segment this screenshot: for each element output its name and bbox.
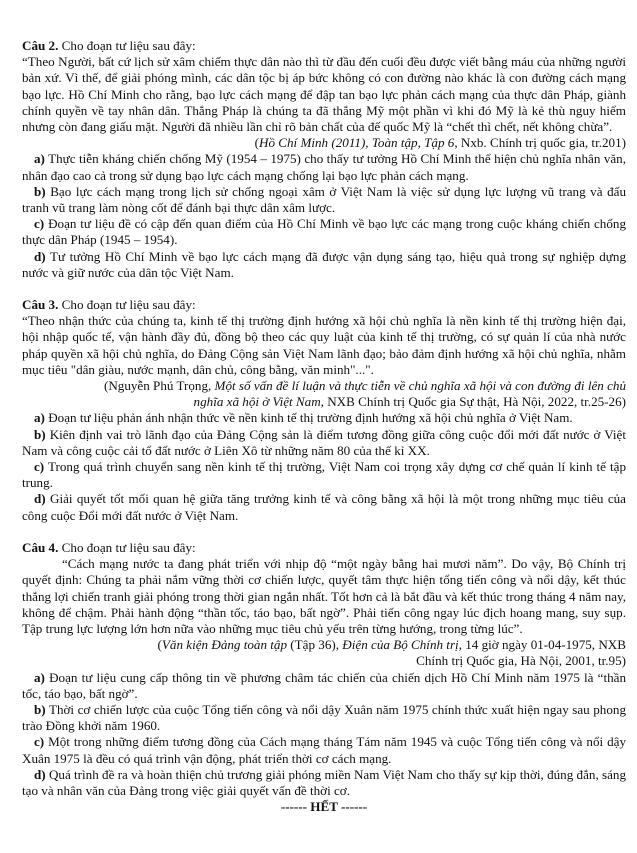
source-citation: (Hồ Chí Minh (2011), Toàn tập, Tập 6, Nxb. Chính trị quốc gia, tr.201) (254, 135, 626, 151)
statement-label: d) (34, 491, 46, 507)
question-number: Câu 3. (22, 297, 59, 313)
statement-a: a) Đoạn tư liệu phản ánh nhận thức về nền kinh tế thị trường định hướng xã hội chủ nghĩa ở Việt Nam. (34, 410, 573, 426)
question-intro: Cho đoạn tư liệu sau đây: (58, 539, 196, 555)
statement-d: d) Quá trình đề ra và hoàn thiện chủ trương giải phóng miền Nam Việt Nam cho thấy sự kịp thời, đúng đắn, sáng tạo và nhân văn của Đảng trong việc giải quyết vấn đề thời cơ. (22, 766, 626, 798)
statement-b: b) Thời cơ chiến lược của cuộc Tổng tiến công và nổi dậy Xuân năm 1975 chính thức xuất hiện ngay sau phong trào Đồng khởi năm 1960. (22, 701, 626, 734)
exam-page (22, 38, 626, 815)
statement-label: b) (34, 426, 46, 442)
statement-label: a) (34, 410, 45, 426)
statement-label: b) (34, 701, 46, 717)
question-heading (22, 540, 626, 556)
source-citation-line-2: nghĩa xã hội ở Việt Nam, NXB Chính trị Quốc gia Sự thật, Hà Nội, 2022, tr.25-26) (193, 394, 626, 410)
statement-label: d) (34, 766, 46, 782)
statement-b: b) Kiên định vai trò lãnh đạo của Đảng Cộng sản là điểm tương đồng giữa công cuộc đổi mới đất nước ở Việt Nam và công cuộc cải tổ đất nước ở Liên Xô từ những năm 80 của thế kỉ XX. (22, 426, 626, 458)
statement-c: c) Trong quá trình chuyển sang nền kinh tế thị trường, Việt Nam coi trọng xây dựng cơ chế quản lí kinh tế tập trung. (22, 459, 626, 491)
statement-b: b) Bạo lực cách mạng trong lịch sử chống ngoại xâm ở Việt Nam là việc sử dụng lực lượng vũ trang và đấu tranh vũ trang làm nòng cốt để đánh bại thực dân xâm lược. (22, 183, 626, 216)
end-marker: ------ HẾT ------ (280, 799, 368, 815)
statement-label: c) (34, 459, 45, 475)
question-4 (22, 540, 626, 799)
question-number: Câu 2. (22, 38, 59, 53)
question-heading (22, 297, 626, 313)
statement-label: c) (34, 216, 45, 232)
statement-label: a) (34, 151, 45, 167)
question-intro: Cho đoạn tư liệu sau đây: (58, 38, 196, 53)
question-number: Câu 4. (22, 539, 59, 555)
question-3 (22, 297, 626, 524)
citation-title: Hồ Chí Minh (2011), Toàn tập, Tập 6 (258, 135, 455, 151)
question-heading (22, 38, 626, 54)
statement-label: b) (34, 183, 46, 199)
statement-label: a) (34, 669, 45, 685)
source-quote: “Theo nhận thức của chúng ta, kinh tế thị trường định hướng xã hội chủ nghĩa là nền kinh tế thị trường hiện đại, hội nhập quốc tế, vận hành đầy đủ, đồng bộ theo các quy luật của kinh tế thị trường, có sự quản lí của nhà nước pháp quyền xã hội chủ nghĩa, do Đảng Cộng sản Việt Nam lãnh đạo; bảo đảm định hướng xã hội chủ nghĩa, nhằm mục tiêu "dân giàu, nước mạnh, dân chủ, công bằng, văn minh"...". (22, 313, 626, 377)
spacer (22, 524, 626, 540)
citation-subtitle: Điện của Bộ Chính trị (342, 637, 459, 653)
source-quote: “Cách mạng nước ta đang phát triển với nhịp độ “một ngày bằng hai mươi năm”. Do vậy, Bộ Chính trị quyết định: Chúng ta phải nắm vững thời cơ chiến lược, quyết tâm thực hiện tổng tiến công và nổi dậy, kết thúc thắng lợi chiến tranh giải phóng trong thời gian ngắn nhất. Tốt hơn cả là bắt đầu và kết thúc trong tháng 4 năm nay, không để chậm. Phải hành động “thần tốc, táo bạo, bất ngờ”. Phải tiến công ngay lúc địch hoang mang, suy sụp. Tập trung lực lượng lớn hơn nữa vào những mục tiêu chủ yếu trên từng hướng, trong từng lúc”. (22, 556, 626, 636)
source-quote: “Theo Người, bất cứ lịch sử xâm chiếm thực dân nào thì từ đầu đến cuối đều được viết bằng máu của những người bản xứ. Vì thế, để giải phóng mình, các dân tộc bị áp bức không có con đường nào khác là con đường cách mạng bạo lực. Hồ Chí Minh cho rằng, bạo lực cách mạng để đập tan bạo lực phản cách mạng của thực dân Pháp, giành chính quyền về tay nhân dân. Thắng Pháp là chúng ta đã thắng Mỹ một phần vì khi đó Mỹ là kẻ thù nguy hiểm nhưng còn đang giấu mặt. Người đã nhiều lần chỉ rõ bản chất của đế quốc Mỹ là “chết thì chết, nết không chừa”. (22, 54, 626, 135)
statement-c: c) Đoạn tư liệu đề có cập đến quan điểm của Hồ Chí Minh về bạo lực các mạng trong cuộc kháng chiến chống thực dân Pháp (1945 – 1954). (22, 216, 626, 248)
statement-label: c) (34, 734, 45, 750)
statement-a: a) Đoạn tư liệu cung cấp thông tin về phương châm tác chiến của chiến dịch Hồ Chí Minh năm 1975 là “thần tốc, táo bạo, bất ngờ”. (22, 669, 626, 701)
question-2 (22, 38, 626, 281)
citation-title: nghĩa xã hội ở Việt Nam, (193, 394, 324, 410)
question-intro: Cho đoạn tư liệu sau đây: (58, 297, 196, 313)
citation-title: Một số vấn đề lí luận và thực tiễn về chủ nghĩa xã hội và con đường đi lên chủ (214, 378, 626, 394)
statement-label: d) (34, 248, 46, 264)
source-citation-line-2: Chính trị Quốc gia, Hà Nội, 2001, tr.95) (416, 653, 626, 669)
statement-d: d) Tư tưởng Hồ Chí Minh về bạo lực cách mạng đã được vận dụng sáng tạo, hiệu quả trong sự nghiệp dựng nước và giữ nước của dân tộc Việt Nam. (22, 248, 626, 280)
statement-a: a) Thực tiễn kháng chiến chống Mỹ (1954 – 1975) cho thấy tư tưởng Hồ Chí Minh thể hiện chủ nghĩa nhân văn, nhân đạo cao cả trong sử dụng bạo lực cách mạng chống lại bạo lực phản cách mạng. (22, 151, 626, 183)
source-citation-line-1: (Văn kiện Đảng toàn tập (Tập 36), Điện của Bộ Chính trị, 14 giờ ngày 01-04-1975, NXB (157, 637, 626, 653)
spacer (22, 281, 626, 297)
statement-c: c) Một trong những điểm tương đồng của Cách mạng tháng Tám năm 1945 và cuộc Tổng tiến công và nổi dậy Xuân 1975 là đều có quá trình vận động, phát triển thời cơ cách mạng. (22, 734, 626, 766)
citation-title: Văn kiện Đảng toàn tập (161, 637, 288, 653)
statement-d: d) Giải quyết tốt mối quan hệ giữa tăng trưởng kinh tế và công bằng xã hội là một trong những mục tiêu của công cuộc Đổi mới đất nước ở Việt Nam. (22, 491, 626, 523)
source-citation-line-1: (Nguyễn Phú Trọng, Một số vấn đề lí luận và thực tiễn về chủ nghĩa xã hội và con đường đi lên chủ (103, 378, 626, 394)
